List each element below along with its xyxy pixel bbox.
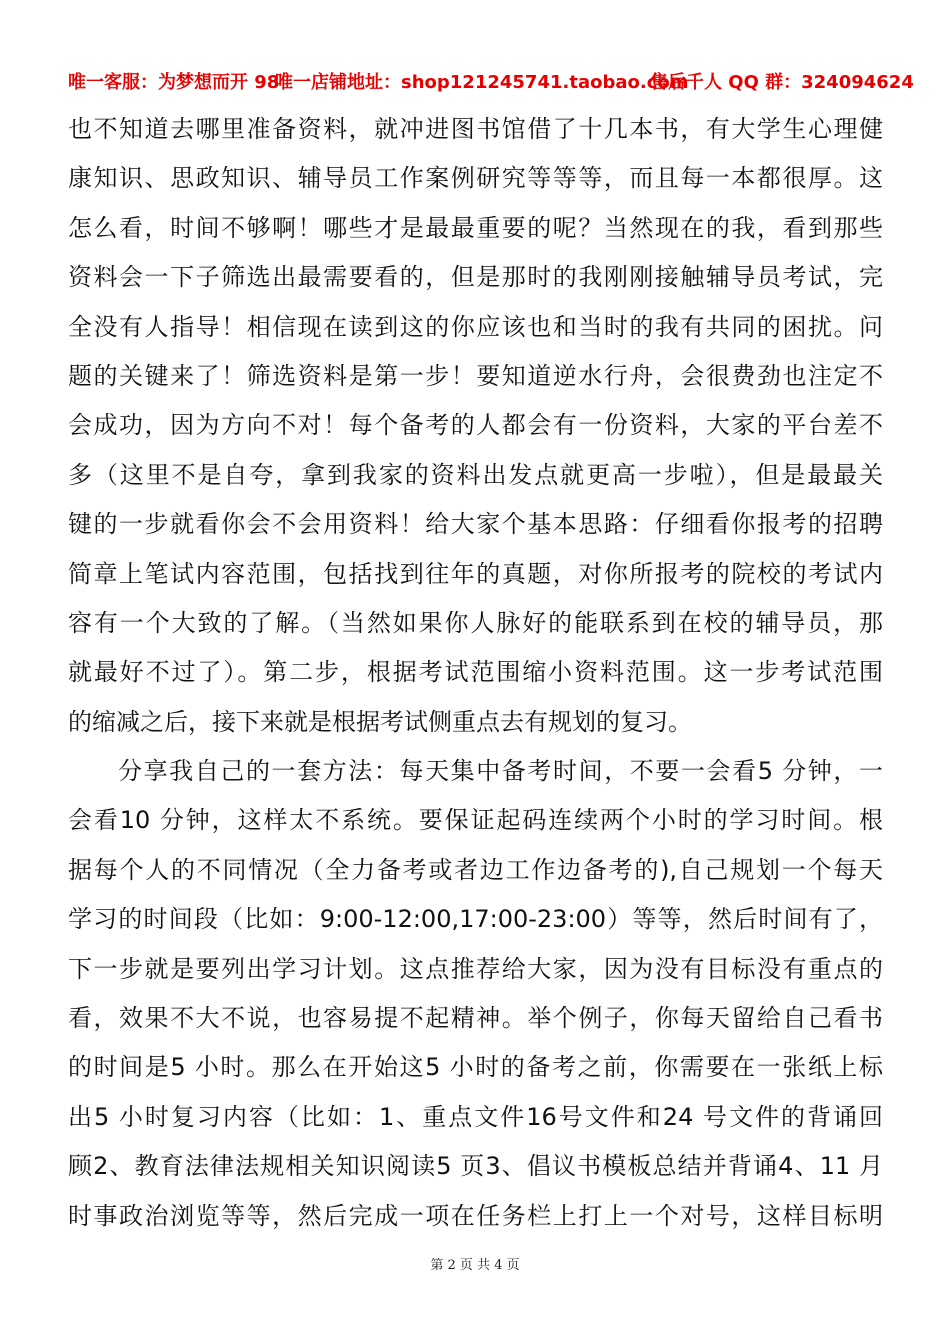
text-line: 资料会一下子筛选出最需要看的，但是那时的我刚刚接触辅导员考试，完 (68, 263, 883, 292)
text-line: 时事政治浏览等等，然后完成一项在任务栏上打上一个对号，这样目标明 (68, 1201, 883, 1230)
text-line: 的缩减之后，接下来就是根据考试侧重点去有规划的复习。 (68, 707, 692, 736)
text-line: 分享我自己的一套方法：每天集中备考时间，不要一会看5 分钟，一 (118, 757, 883, 786)
header-qq-group: 售后千人 QQ 群：324094624 (650, 72, 914, 93)
text-line: 出5 小时复习内容（比如：1、重点文件16号文件和24 号文件的背诵回 (68, 1102, 883, 1131)
page-number: 第 2 页 共 4 页 (430, 1258, 520, 1273)
header-customer-service: 唯一客服：为梦想而开 98 (68, 72, 280, 93)
text-line: 学习的时间段（比如：9:00-12:00,17:00-23:00）等等，然后时间有了， (68, 905, 883, 934)
text-line: 怎么看，时间不够啊！哪些才是最最重要的呢？当然现在的我，看到那些 (68, 213, 883, 242)
text-line: 题的关键来了！筛选资料是第一步！要知道逆水行舟，会很费劲也注定不 (68, 361, 883, 390)
text-line: 多（这里不是自夸，拿到我家的资料出发点就更高一步啦），但是最最关 (68, 460, 883, 489)
text-line: 的时间是5 小时。那么在开始这5 小时的备考之前，你需要在一张纸上标 (68, 1053, 883, 1082)
text-line: 全没有人指导！相信现在读到这的你应该也和当时的我有共同的困扰。问 (68, 312, 883, 341)
text-line: 容有一个大致的了解。（当然如果你人脉好的能联系到在校的辅导员，那 (68, 608, 883, 637)
text-line: 简章上笔试内容范围，包括找到往年的真题，对你所报考的院校的考试内 (68, 559, 883, 588)
text-line: 下一步就是要列出学习计划。这点推荐给大家，因为没有目标没有重点的 (68, 954, 883, 983)
text-line: 顾2、教育法律法规相关知识阅读5 页3、倡议书模板总结并背诵4、11 月 (68, 1152, 883, 1181)
text-line: 据每个人的不同情况（全力备考或者边工作边备考的),自己规划一个每天 (68, 855, 883, 884)
header-shop-address: 唯一店铺地址：shop121245741.taobao.com (275, 72, 689, 93)
text-line: 康知识、思政知识、辅导员工作案例研究等等等，而且每一本都很厚。这 (68, 164, 883, 193)
page-header (0, 68, 950, 100)
text-line: 会成功，因为方向不对！每个备考的人都会有一份资料，大家的平台差不 (68, 411, 883, 440)
text-line: 看，效果不大不说，也容易提不起精神。举个例子，你每天留给自己看书 (68, 1004, 883, 1033)
text-line: 键的一步就看你会不会用资料！给大家个基本思路：仔细看你报考的招聘 (68, 510, 883, 539)
text-line: 就最好不过了）。第二步，根据考试范围缩小资料范围。这一步考试范围 (68, 658, 883, 687)
text-line: 也不知道去哪里准备资料，就冲进图书馆借了十几本书，有大学生心理健 (68, 115, 883, 143)
document-body (68, 105, 883, 1241)
text-line: 会看10 分钟，这样太不系统。要保证起码连续两个小时的学习时间。根 (68, 806, 883, 835)
